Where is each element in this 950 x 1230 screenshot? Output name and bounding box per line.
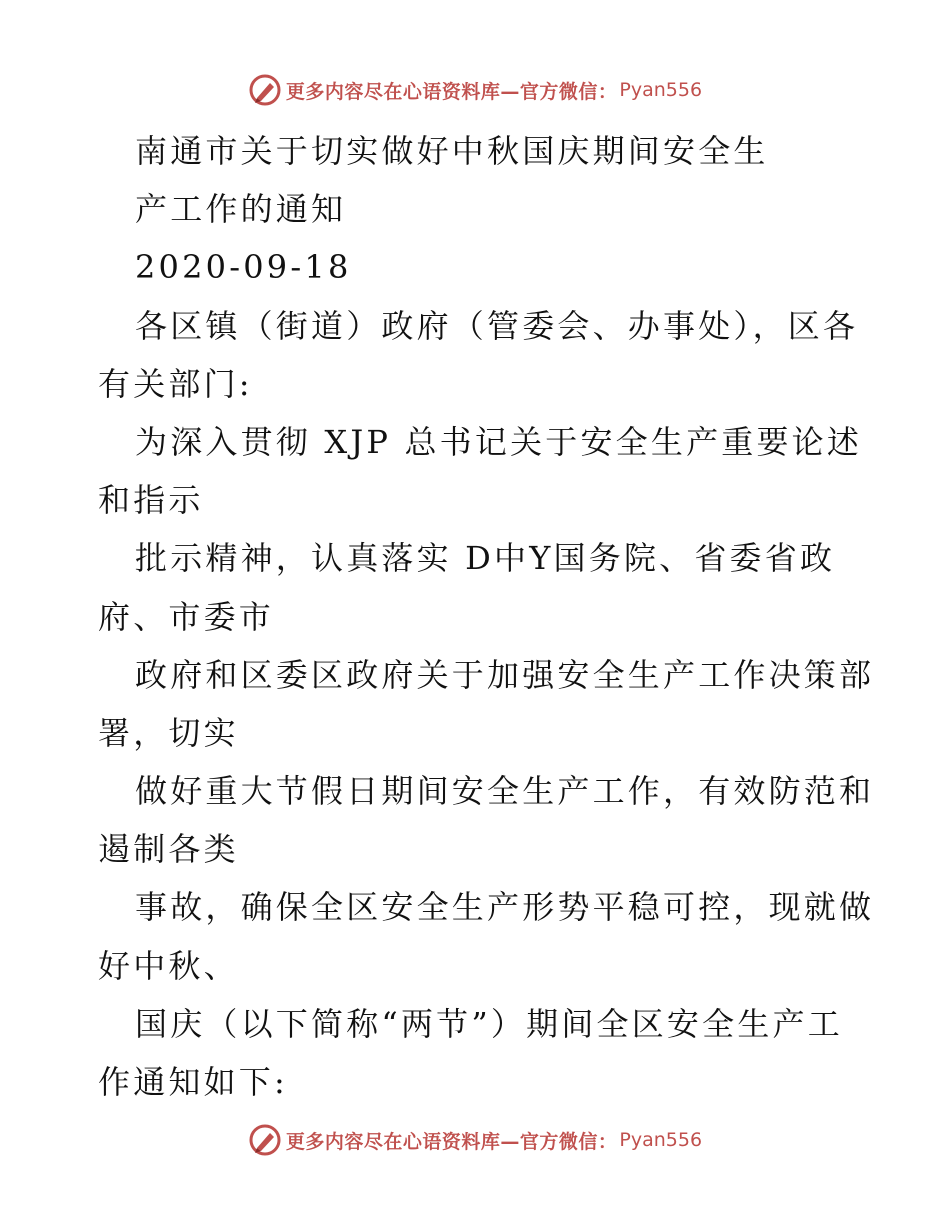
- footer-watermark: [0, 1120, 950, 1160]
- text-line: 为深入贯彻 XJP 总书记关于安全生产重要论述: [135, 422, 863, 461]
- text-line: 署，切实: [98, 713, 239, 752]
- watermark-handle: Pyan556: [619, 79, 703, 101]
- text-line: 批示精神，认真落实 D中Y国务院、省委省政: [135, 539, 836, 578]
- text-line: 产工作的通知: [135, 190, 347, 229]
- header-watermark: [0, 70, 950, 110]
- document-body: [98, 122, 875, 1111]
- text-line: 做好重大节假日期间安全生产工作，有效防范和: [135, 772, 875, 811]
- text-line: 南通市关于切实做好中秋国庆期间安全生: [135, 132, 769, 170]
- text-line: 国庆（以下简称“两节”）期间全区安全生产工: [135, 1004, 843, 1043]
- text-line: 遏制各类: [98, 830, 239, 869]
- text-line: 事故，确保全区安全生产形势平稳可控，现就做: [135, 888, 875, 927]
- text-line: 政府和区委区政府关于加强安全生产工作决策部: [135, 655, 875, 694]
- watermark-text: 更多内容尽在心语资料库—官方微信：: [285, 1130, 618, 1153]
- text-line: 作通知如下:: [98, 1063, 288, 1101]
- text-line: 府、市委市: [98, 597, 275, 636]
- text-line: 和指示: [98, 481, 204, 520]
- pen-logo-icon: [248, 73, 282, 107]
- watermark-handle: Pyan556: [619, 1129, 703, 1151]
- text-line: 好中秋、: [98, 946, 239, 985]
- watermark-text: 更多内容尽在心语资料库—官方微信：: [285, 80, 618, 103]
- text-line: 2020-09-18: [135, 248, 352, 287]
- pen-logo-icon: [248, 1123, 282, 1157]
- text-line: 有关部门:: [98, 364, 253, 403]
- text-line: 各区镇（街道）政府（管委会、办事处），区各: [135, 306, 859, 345]
